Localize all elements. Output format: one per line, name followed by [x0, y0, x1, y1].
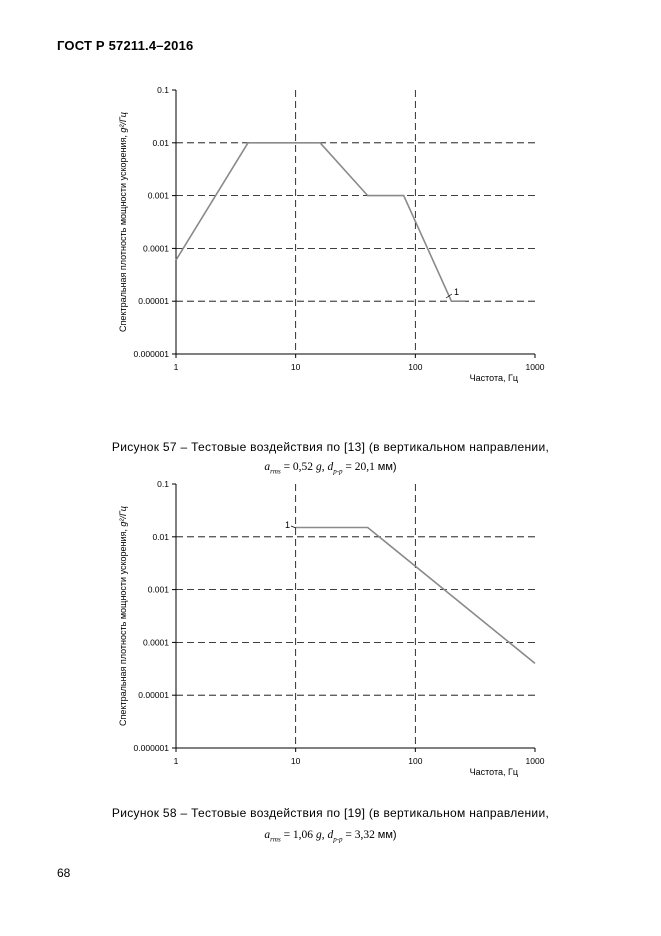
- figure-57-caption: Рисунок 57 – Тестовые воздействия по [13] (в вертикальном направлении,: [111, 440, 550, 454]
- a-value: = 0,52: [283, 461, 314, 473]
- d-symbol: d: [327, 829, 334, 841]
- standard-header: ГОСТ Р 57211.4–2016: [57, 38, 194, 53]
- x-tick-label: 10: [290, 756, 301, 766]
- figure-57-chart: [0, 78, 661, 388]
- y-tick-label: 0.00001: [138, 690, 169, 701]
- y-axis-label-text: Спектральная плотность мощности ускорения,: [118, 132, 128, 332]
- y-tick-label: 0.1: [157, 85, 169, 95]
- y-tick-label: 0.001: [147, 584, 169, 595]
- a-subscript: rms: [270, 467, 281, 476]
- x-axis-label: Частота, Гц: [469, 767, 518, 777]
- figure-58-formula: [0, 829, 661, 843]
- y-tick-label: 0.0001: [143, 243, 169, 254]
- curve-label: 1: [285, 520, 291, 530]
- x-axis-label: Частота, Гц: [469, 373, 518, 383]
- y-tick-label: 0.000001: [133, 743, 169, 753]
- x-tick-label: 1: [173, 756, 179, 766]
- x-tick-label: 1000: [525, 362, 545, 372]
- x-tick-label: 1: [173, 362, 179, 372]
- psd-curve-line: [176, 143, 465, 301]
- d-subscript: p-p: [333, 835, 343, 844]
- figure-58-chart: [0, 472, 661, 782]
- figure-58-caption: Рисунок 58 – Тестовые воздействия по [19] (в вертикальном направлении,: [111, 806, 550, 820]
- curve-label-leader: [291, 526, 296, 528]
- curve-label: 1: [454, 287, 460, 297]
- y-tick-label: 0.000001: [133, 349, 169, 359]
- a-symbol: a: [264, 829, 271, 841]
- formula-comma: ,: [321, 461, 325, 473]
- x-tick-label: 10: [290, 362, 301, 372]
- d-value: = 3,32: [345, 829, 375, 841]
- psd-chart-58: [0, 472, 661, 782]
- y-tick-label: 0.1: [157, 479, 169, 489]
- formula-unit: мм): [377, 461, 397, 473]
- psd-chart-57: [0, 78, 661, 388]
- y-axis-label-unit: g²/Гц: [118, 506, 128, 527]
- y-axis-label-text: Спектральная плотность мощности ускорения,: [118, 526, 128, 726]
- y-axis-label-unit: g²/Гц: [118, 112, 128, 133]
- g-symbol: g: [315, 829, 322, 841]
- page-number: 68: [57, 866, 71, 880]
- y-tick-label: 0.001: [147, 190, 169, 201]
- d-symbol: d: [327, 461, 334, 473]
- formula-comma: ,: [321, 829, 325, 841]
- y-tick-label: 0.0001: [143, 637, 169, 648]
- y-tick-label: 0.01: [152, 531, 169, 542]
- y-axis-label: [118, 506, 128, 726]
- d-subscript: p-p: [333, 467, 343, 476]
- formula-unit: мм): [377, 829, 397, 841]
- x-tick-label: 1000: [525, 756, 545, 766]
- g-symbol: g: [315, 461, 322, 473]
- x-tick-label: 100: [408, 362, 423, 372]
- x-tick-label: 100: [408, 756, 423, 766]
- y-tick-label: 0.01: [152, 137, 169, 148]
- y-tick-label: 0.00001: [138, 296, 169, 307]
- a-symbol: a: [264, 461, 271, 473]
- a-value: = 1,06: [283, 829, 314, 841]
- d-value: = 20,1: [345, 461, 375, 473]
- y-axis-label: [118, 112, 128, 332]
- a-subscript: rms: [270, 835, 281, 844]
